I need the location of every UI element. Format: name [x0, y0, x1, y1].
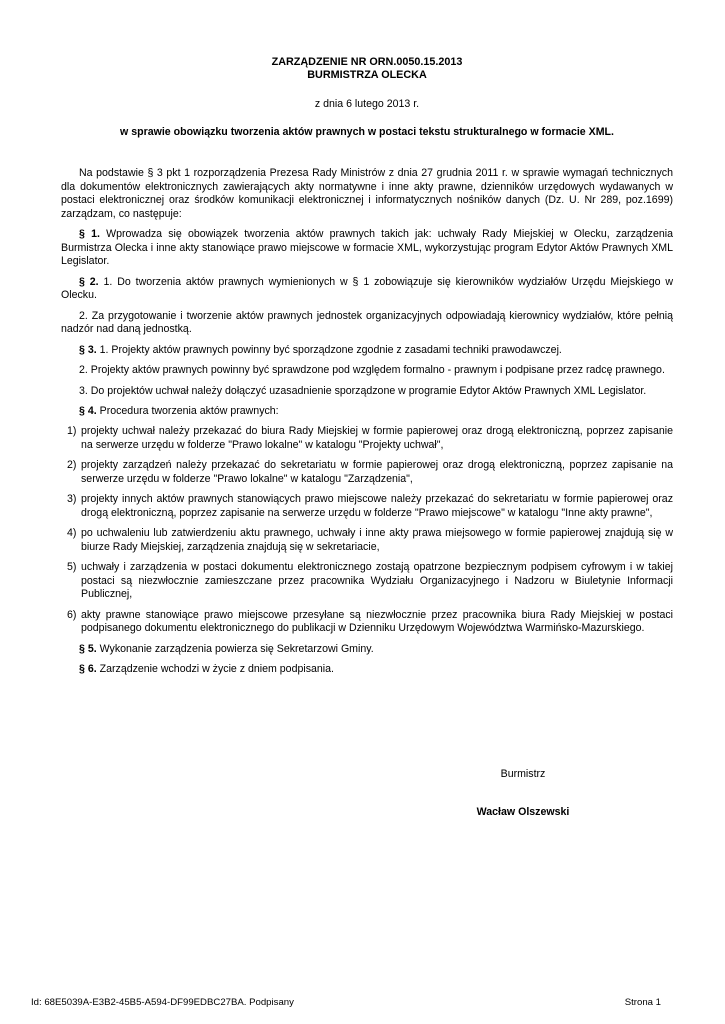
list-item	[61, 493, 673, 520]
list-item	[61, 527, 673, 554]
paragraph-3-section-2: 2. Projekty aktów prawnych powinny być sprawdzone pod względem formalno - prawnym i podpisane przez radcę prawnego.	[79, 364, 665, 377]
paragraph-3-mark: § 3.	[79, 343, 97, 356]
list-item-number: 4)	[67, 527, 77, 540]
title-line-1: ZARZĄDZENIE NR ORN.0050.15.2013	[271, 56, 463, 68]
list-item-text: projekty zarządzeń należy przekazać do sekretariatu w formie papierowej oraz drogą elektroniczną, poprzez zapisanie na serwerze urzędu w folderze "Prawo lokalne" w katalogu "Zarządzenia",	[81, 459, 673, 485]
paragraph-2-mark: § 2.	[79, 275, 99, 288]
document-date: z dnia 6 lutego 2013 r.	[314, 98, 420, 110]
paragraph-2-section-1	[61, 276, 673, 303]
title-line-2: BURMISTRZA OLECKA	[307, 69, 427, 81]
list-item-text: akty prawne stanowiące prawo miejscowe przesyłane są niezwłocznie przez pracownika biura Rady Miejskiej w postaci podpisanego dokumentu elektronicznego do publikacji w Dzienniku Urzędowym Województwa Warmińsko-Mazurskiego.	[81, 608, 673, 635]
list-item-text: po uchwaleniu lub zatwierdzeniu aktu prawnego, uchwały i inne akty prawa miejsowego w formie papierowej znajdują się w biurze Rady Miejskiej, zarządzenia znajdują się w sekretariacie,	[81, 527, 673, 553]
paragraph-6	[61, 663, 673, 677]
footer-document-id: Id: 68E5039A-E3B2-45B5-A594-DF99EDBC27BA. Podpisany	[31, 997, 294, 1008]
footer-page-number: Strona 1	[624, 997, 661, 1008]
paragraph-5-text: Wykonanie zarządzenia powierza się Sekretarzowi Gminy.	[99, 642, 374, 655]
list-item-number: 1)	[67, 425, 77, 438]
paragraph-2-section-2: 2. Za przygotowanie i tworzenie aktów prawnych jednostek organizacyjnych odpowiadają kierownicy wydziałów, które pełnią nadzór nad daną jednostką.	[61, 309, 673, 336]
list-item-number: 3)	[67, 493, 77, 506]
paragraph-1-mark: § 1.	[79, 228, 100, 241]
paragraph-1	[61, 228, 673, 269]
list-item-number: 6)	[67, 608, 77, 621]
paragraph-5	[61, 643, 673, 657]
paragraph-6-text: Zarządzenie wchodzi w życie z dniem podpisania.	[99, 663, 334, 676]
paragraph-3-section-3: 3. Do projektów uchwał należy dołączyć uzasadnienie sporządzone w programie Edytor Aktów Prawnych XML Legislator.	[79, 384, 647, 397]
paragraph-6-mark: § 6.	[79, 663, 97, 676]
list-item-number: 5)	[67, 561, 77, 574]
list-item	[61, 459, 673, 486]
document-body	[61, 167, 673, 684]
paragraph-4-text: Procedura tworzenia aktów prawnych:	[99, 404, 279, 417]
paragraph-3-text-1: 1. Projekty aktów prawnych powinny być sporządzone zgodnie z zasadami techniki prawodawczej.	[99, 343, 562, 356]
signature-name: Wacław Olszewski	[476, 806, 570, 818]
paragraph-1-text: Wprowadza się obowiązek tworzenia aktów prawnych takich jak: uchwały Rady Miejskiej w Olecku, zarządzenia Burmistrza Olecka i inne akty stanowiące prawo miejscowe w formacie XML, wykorzystując program Edytor Aktów Prawnych XML Legislator.	[61, 228, 673, 268]
paragraph-5-mark: § 5.	[79, 642, 97, 655]
list-item-number: 2)	[67, 459, 77, 472]
list-item	[61, 425, 673, 452]
paragraph-4	[61, 405, 673, 419]
list-item-text: projekty innych aktów prawnych stanowiących prawo miejscowe należy przekazać do sekretariatu w formie papierowej oraz drogą elektroniczną, poprzez zapisanie na serwerze urzędu w folderze "Prawo miejscowe" w katalogu "Inne akty prawne",	[81, 493, 673, 519]
list-item-text: projekty uchwał należy przekazać do biura Rady Miejskiej w formie papierowej oraz drogą elektroniczną, poprzez zapisanie na serwerze urzędu w folderze "Prawo lokalne" w katalogu "Projekty uchwał",	[81, 425, 673, 451]
list-item-text: uchwały i zarządzenia w postaci dokumentu elektronicznego zostają opatrzone bezpiecznym podpisem cyfrowym i w takiej postaci są niezwłocznie zamieszczane przez pracownika Wydziału Organizacyjnego i Nadzoru w Biuletynie Informacji Publicznej,	[81, 561, 673, 601]
paragraph-2-text-1: 1. Do tworzenia aktów prawnych wymienionych w § 1 zobowiązuje się kierowników wydziałów Urzędu Miejskiego w Olecku.	[61, 275, 674, 302]
document-title	[61, 56, 673, 82]
procedure-list	[61, 425, 673, 636]
document-subject: w sprawie obowiązku tworzenia aktów prawnych w postaci tekstu strukturalnego w formacie XML.	[120, 126, 614, 138]
signature-role: Burmistrz	[500, 768, 546, 780]
paragraph-4-mark: § 4.	[79, 404, 97, 417]
paragraph-3-section-1	[61, 344, 673, 358]
list-item	[61, 561, 673, 602]
preamble: Na podstawie § 3 pkt 1 rozporządzenia Prezesa Rady Ministrów z dnia 27 grudnia 2011 r. w sprawie wymagań technicznych dla dokumentów elektronicznych zawierających akty normatywne i inne akty prawne, dzienników urzędowych wydawanych w postaci elektronicznej oraz środków komunikacji elektronicznej i informatycznych nośników danych (Dz. U. Nr 289, poz.1699) zarządzam, co następuje:	[61, 167, 673, 220]
list-item	[61, 609, 673, 636]
